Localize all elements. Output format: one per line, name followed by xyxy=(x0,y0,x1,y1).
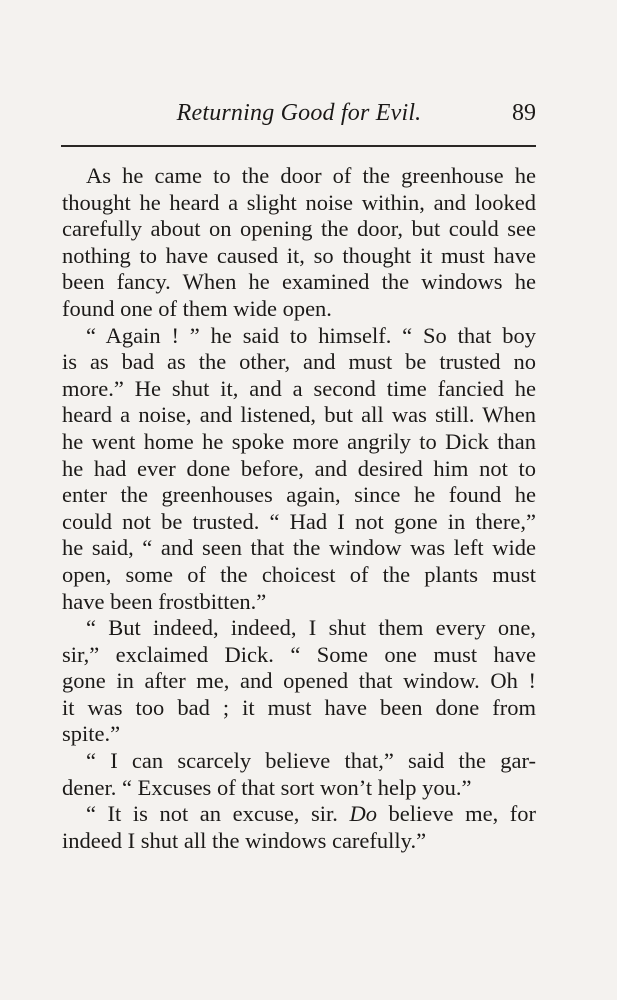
text-span: “ It is not an excuse, sir. xyxy=(86,801,338,827)
text-line: open, some of the choicest of the plants must xyxy=(62,561,536,587)
text-line: is as bad as the other, and must be trusted no xyxy=(62,349,536,375)
running-title: Returning Good for Evil. xyxy=(176,100,422,126)
text-line: “ I can scarcely believe that,” said the gar- xyxy=(86,748,536,774)
page-number: 89 xyxy=(512,100,536,126)
text-line: found one of them wide open. xyxy=(62,295,332,321)
text-line: “ Again ! ” he said to himself. “ So that boy xyxy=(86,322,536,348)
text-span: believe me, for xyxy=(388,801,537,827)
text-line: “ But indeed, indeed, I shut them every one, xyxy=(86,615,536,641)
italic-emphasis: Do xyxy=(349,801,377,827)
text-line: could not be trusted. “ Had I not gone in there,” xyxy=(62,508,536,534)
text-line: he went home he spoke more angrily to Dick than xyxy=(62,428,536,454)
text-line: thought he heard a slight noise within, and looked xyxy=(62,189,536,215)
text-line: dener. “ Excuses of that sort won’t help you.” xyxy=(62,774,472,800)
text-line: have been frostbitten.” xyxy=(62,588,267,614)
text-line: he said, “ and seen that the window was left wide xyxy=(62,535,536,561)
text-line xyxy=(62,801,536,828)
text-line: nothing to have caused it, so thought it must have xyxy=(62,242,536,268)
text-line: been fancy. When he examined the windows he xyxy=(62,269,536,295)
text-line: sir,” exclaimed Dick. “ Some one must have xyxy=(62,641,536,667)
text-line: he had ever done before, and desired him not to xyxy=(62,455,536,481)
text-line: heard a noise, and listened, but all was still. When xyxy=(62,402,536,428)
text-line: carefully about on opening the door, but could see xyxy=(62,216,536,242)
text-line: it was too bad ; it must have been done from xyxy=(62,694,536,720)
body-text xyxy=(62,163,536,854)
text-line: indeed I shut all the windows carefully.” xyxy=(62,827,427,853)
text-line: As he came to the door of the greenhouse he xyxy=(86,163,536,188)
running-head xyxy=(62,96,536,130)
text-line: more.” He shut it, and a second time fancied he xyxy=(62,375,536,401)
text-line: spite.” xyxy=(62,721,121,747)
header-rule xyxy=(61,145,536,147)
text-line: enter the greenhouses again, since he found he xyxy=(62,482,536,508)
text-line: gone in after me, and opened that window. Oh ! xyxy=(62,668,536,694)
